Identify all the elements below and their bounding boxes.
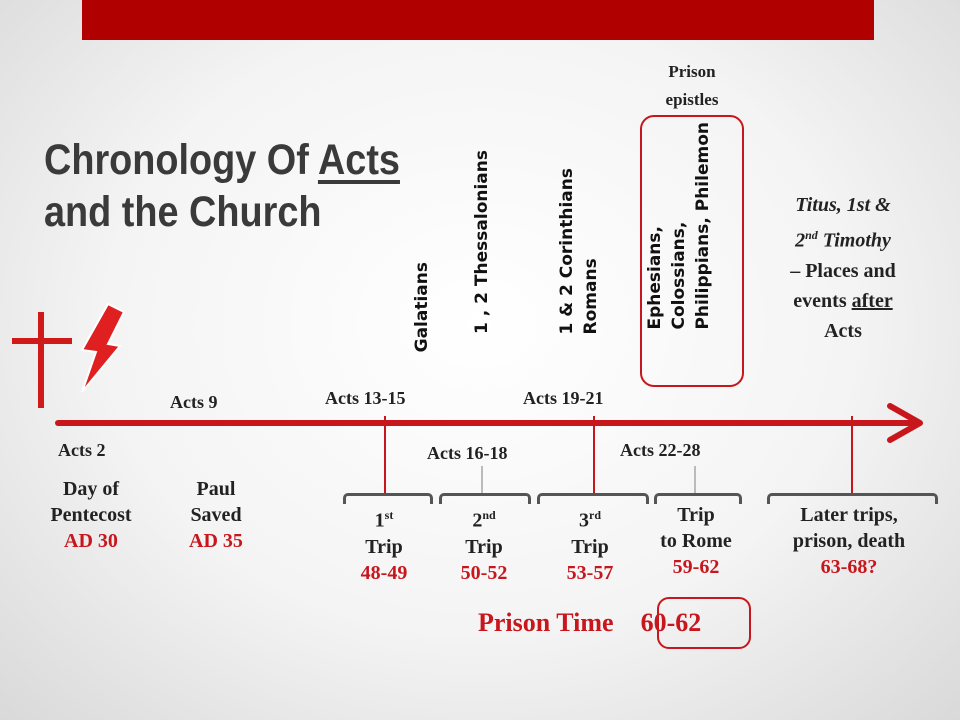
- prison-epistles-heading: Prison epistles: [665, 62, 719, 109]
- acts16-label: Acts 16-18: [427, 443, 508, 463]
- rome-tick: [694, 466, 696, 494]
- acts19-label: Acts 19-21: [523, 388, 604, 408]
- trip-to-rome: Trip to Rome 59-62: [660, 504, 732, 578]
- lightning-bolt-icon: [74, 302, 126, 394]
- trip2-tick: [481, 466, 483, 494]
- acts2-label: Acts 2: [58, 440, 106, 460]
- later-tick: [851, 416, 853, 494]
- title-acts: Acts: [317, 136, 400, 184]
- prison-time-box: [657, 597, 751, 649]
- prison-time-value: 60-62: [640, 608, 702, 637]
- prison-epistles-list: Ephesians, Colossians, Philippians, Philemon: [645, 122, 713, 330]
- later-trips: Later trips, prison, death 63-68?: [792, 504, 906, 578]
- cross-icon: [8, 310, 78, 410]
- page-title: [44, 134, 400, 238]
- trip-3: 3rd Trip 53-57: [566, 508, 614, 584]
- thessalonians-label: 1 , 2 Thessalonians: [472, 150, 492, 334]
- prison-time-label: Prison Time: [478, 608, 614, 637]
- paul-saved-event: Paul Saved AD 35: [189, 478, 243, 552]
- corinthians-romans-label: 1 & 2 Corinthians Romans: [557, 168, 601, 335]
- title-line2: and the Church: [44, 188, 322, 236]
- acts9-label: Acts 9: [170, 392, 218, 412]
- acts22-label: Acts 22-28: [620, 440, 701, 460]
- header-bar: [82, 0, 874, 40]
- trip-1: 1st Trip 48-49: [360, 508, 408, 584]
- acts13-label: Acts 13-15: [325, 388, 406, 408]
- trip-2: 2nd Trip 50-52: [460, 508, 508, 584]
- pentecost-event: Day of Pentecost AD 30: [50, 478, 132, 552]
- trip1-tick: [384, 416, 386, 494]
- titus-note: Titus, 1st & 2nd Timothy – Places and events after Acts: [790, 194, 896, 342]
- prison-epistles-box: [640, 115, 744, 387]
- title-part1: Chronology Of: [44, 136, 318, 184]
- trip3-tick: [593, 416, 595, 494]
- galatians-label: Galatians: [412, 262, 432, 353]
